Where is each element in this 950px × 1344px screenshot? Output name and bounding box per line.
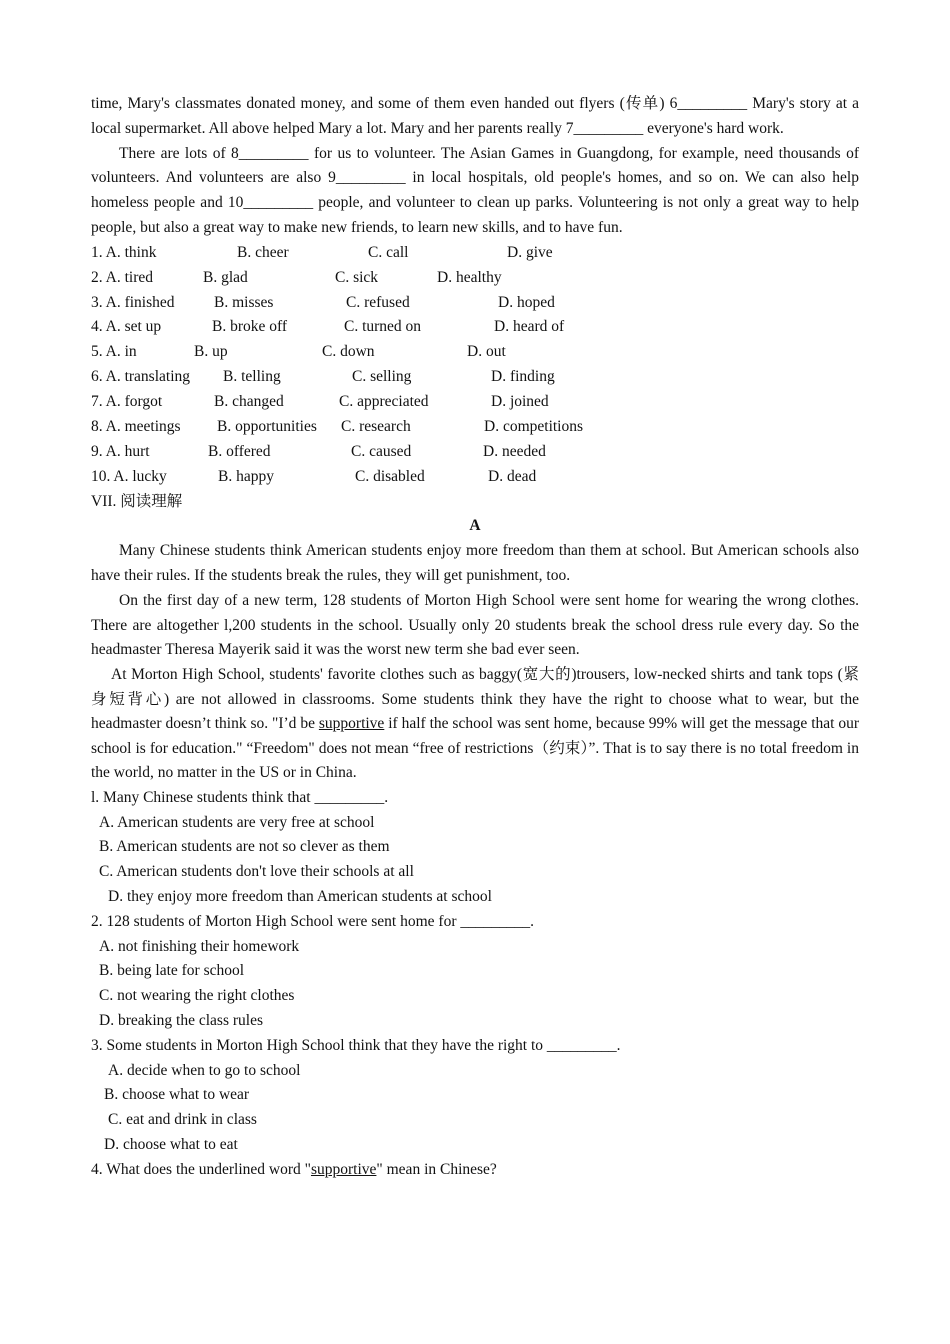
option-c: C. selling bbox=[352, 368, 412, 386]
option-b: B. glad bbox=[203, 268, 248, 286]
cloze-option-row bbox=[91, 390, 859, 415]
underlined-word: supportive bbox=[318, 715, 385, 733]
answer-option: C. eat and drink in class bbox=[108, 1111, 257, 1129]
option-b: B. broke off bbox=[212, 318, 288, 336]
option-c: C. caused bbox=[351, 442, 412, 460]
option-b: B. happy bbox=[218, 467, 274, 485]
option-c: C. down bbox=[322, 343, 375, 361]
option-b: B. up bbox=[194, 343, 228, 361]
section-heading: VII. 阅读理解 bbox=[91, 492, 183, 510]
reading-paragraph-2: On the first day of a new term, 128 students of Morton High School were sent home for wearing the wrong clothes. There are altogether l,200 students in the school. Usually only 20 students break the school dress rule every day. So the headmaster Theresa Mayerik said it was the worst new term she bad ever seen. bbox=[91, 591, 859, 659]
option-c: C. sick bbox=[335, 268, 379, 286]
cloze-option-row bbox=[91, 465, 859, 490]
answer-option: B. choose what to wear bbox=[104, 1086, 250, 1104]
option-b: B. cheer bbox=[237, 243, 289, 261]
question-3 bbox=[91, 1034, 859, 1158]
answer-option: A. decide when to go to school bbox=[108, 1061, 301, 1079]
option-d: D. healthy bbox=[437, 268, 502, 286]
option-c: C. research bbox=[341, 418, 411, 436]
passage-paragraph-1: time, Mary's classmates donated money, and some of them even handed out flyers (传单) 6_________ Mary's story at a local supermarket. All above helped Mary a lot. Mary and her parents really 7_________ everyone's hard work. bbox=[91, 95, 859, 137]
answer-option: A. not finishing their homework bbox=[99, 937, 300, 955]
option-a: 9. A. hurt bbox=[91, 442, 150, 460]
question-stem: 3. Some students in Morton High School think that they have the right to _________. bbox=[91, 1036, 621, 1054]
option-b: B. telling bbox=[223, 368, 281, 386]
cloze-option-row bbox=[91, 266, 859, 291]
paragraph-text: At Morton High School, students' favorite clothes such as baggy(宽大的)trousers, low-necked shirts and tank tops (紧身短背心) are not allowed in classrooms. Some students think they have the right to choose what to wear, but the headmaster doesn’t think so. "I’d be bbox=[91, 666, 859, 733]
question-stem: l. Many Chinese students think that _________. bbox=[91, 788, 389, 806]
reading-paragraph-3 bbox=[91, 663, 859, 786]
answer-option: B. being late for school bbox=[99, 962, 245, 980]
option-d: D. out bbox=[467, 343, 506, 361]
exam-page bbox=[91, 92, 859, 1183]
question-1 bbox=[91, 786, 859, 910]
reading-paragraph-1: Many Chinese students think American students enjoy more freedom than them at school. But American schools also have their rules. If the students break the rules, they will get punishment, too. bbox=[91, 542, 859, 585]
option-c: C. disabled bbox=[355, 467, 425, 485]
option-d: D. heard of bbox=[494, 318, 565, 336]
question-stem: 2. 128 students of Morton High School were sent home for _________. bbox=[91, 912, 534, 930]
option-a: 7. A. forgot bbox=[91, 393, 163, 411]
passage-paragraph-2: There are lots of 8_________ for us to volunteer. The Asian Games in Guangdong, for example, need thousands of volunteers. And volunteers are also 9_________ in local hospitals, old people's homes, and so on. We can also help homeless people and 10_________ people, and volunteer to clean up parks. Volunteering is not only a great way to help people, but also a great way to make new friends, to learn new skills, and to have fun. bbox=[91, 144, 859, 236]
option-d: D. competitions bbox=[484, 418, 584, 436]
option-d: D. needed bbox=[483, 442, 546, 460]
answer-option: D. they enjoy more freedom than American students at school bbox=[108, 887, 492, 905]
option-b: B. offered bbox=[208, 442, 271, 460]
cloze-option-row bbox=[91, 241, 859, 266]
answer-option: D. breaking the class rules bbox=[99, 1011, 263, 1029]
option-a: 2. A. tired bbox=[91, 268, 153, 286]
option-a: 4. A. set up bbox=[91, 318, 162, 336]
option-d: D. hoped bbox=[498, 293, 555, 311]
option-b: B. opportunities bbox=[217, 418, 317, 436]
cloze-option-row bbox=[91, 440, 859, 465]
paragraph-text: if half the school was sent home, because 99% will get the message that our school is for education." “Freedom" does not mean “free of restrictions（约束）”. That is to say there is no total freedom in the world, no matter in the US or in China. bbox=[91, 715, 859, 782]
option-a: 1. A. think bbox=[91, 243, 157, 261]
answer-option: D. choose what to eat bbox=[104, 1135, 238, 1153]
answer-option: C. not wearing the right clothes bbox=[99, 987, 295, 1005]
cloze-options bbox=[91, 241, 859, 490]
cloze-option-row bbox=[91, 365, 859, 390]
option-d: D. dead bbox=[488, 467, 537, 485]
option-c: C. appreciated bbox=[339, 393, 429, 411]
option-b: B. misses bbox=[214, 293, 274, 311]
option-a: 5. A. in bbox=[91, 343, 137, 361]
question-2 bbox=[91, 910, 859, 1034]
question-4 bbox=[91, 1158, 859, 1183]
cloze-option-row bbox=[91, 415, 859, 440]
question-stem: " mean in Chinese? bbox=[376, 1160, 497, 1178]
option-d: D. give bbox=[507, 243, 553, 261]
reading-title: A bbox=[469, 517, 481, 535]
option-b: B. changed bbox=[214, 393, 284, 411]
answer-option: C. American students don't love their schools at all bbox=[99, 863, 414, 881]
option-c: C. turned on bbox=[344, 318, 422, 336]
question-stem: 4. What does the underlined word " bbox=[91, 1160, 311, 1178]
answer-option: B. American students are not so clever as them bbox=[99, 838, 390, 856]
answer-option: A. American students are very free at school bbox=[99, 813, 375, 831]
option-d: D. finding bbox=[491, 368, 555, 386]
cloze-option-row bbox=[91, 340, 859, 365]
option-a: 10. A. lucky bbox=[91, 467, 167, 485]
underlined-word: supportive bbox=[310, 1160, 377, 1178]
option-c: C. call bbox=[368, 243, 409, 261]
option-a: 3. A. finished bbox=[91, 293, 175, 311]
cloze-option-row bbox=[91, 315, 859, 340]
option-a: 8. A. meetings bbox=[91, 418, 181, 436]
option-c: C. refused bbox=[346, 293, 410, 311]
cloze-option-row bbox=[91, 291, 859, 316]
option-a: 6. A. translating bbox=[91, 368, 191, 386]
option-d: D. joined bbox=[491, 393, 549, 411]
